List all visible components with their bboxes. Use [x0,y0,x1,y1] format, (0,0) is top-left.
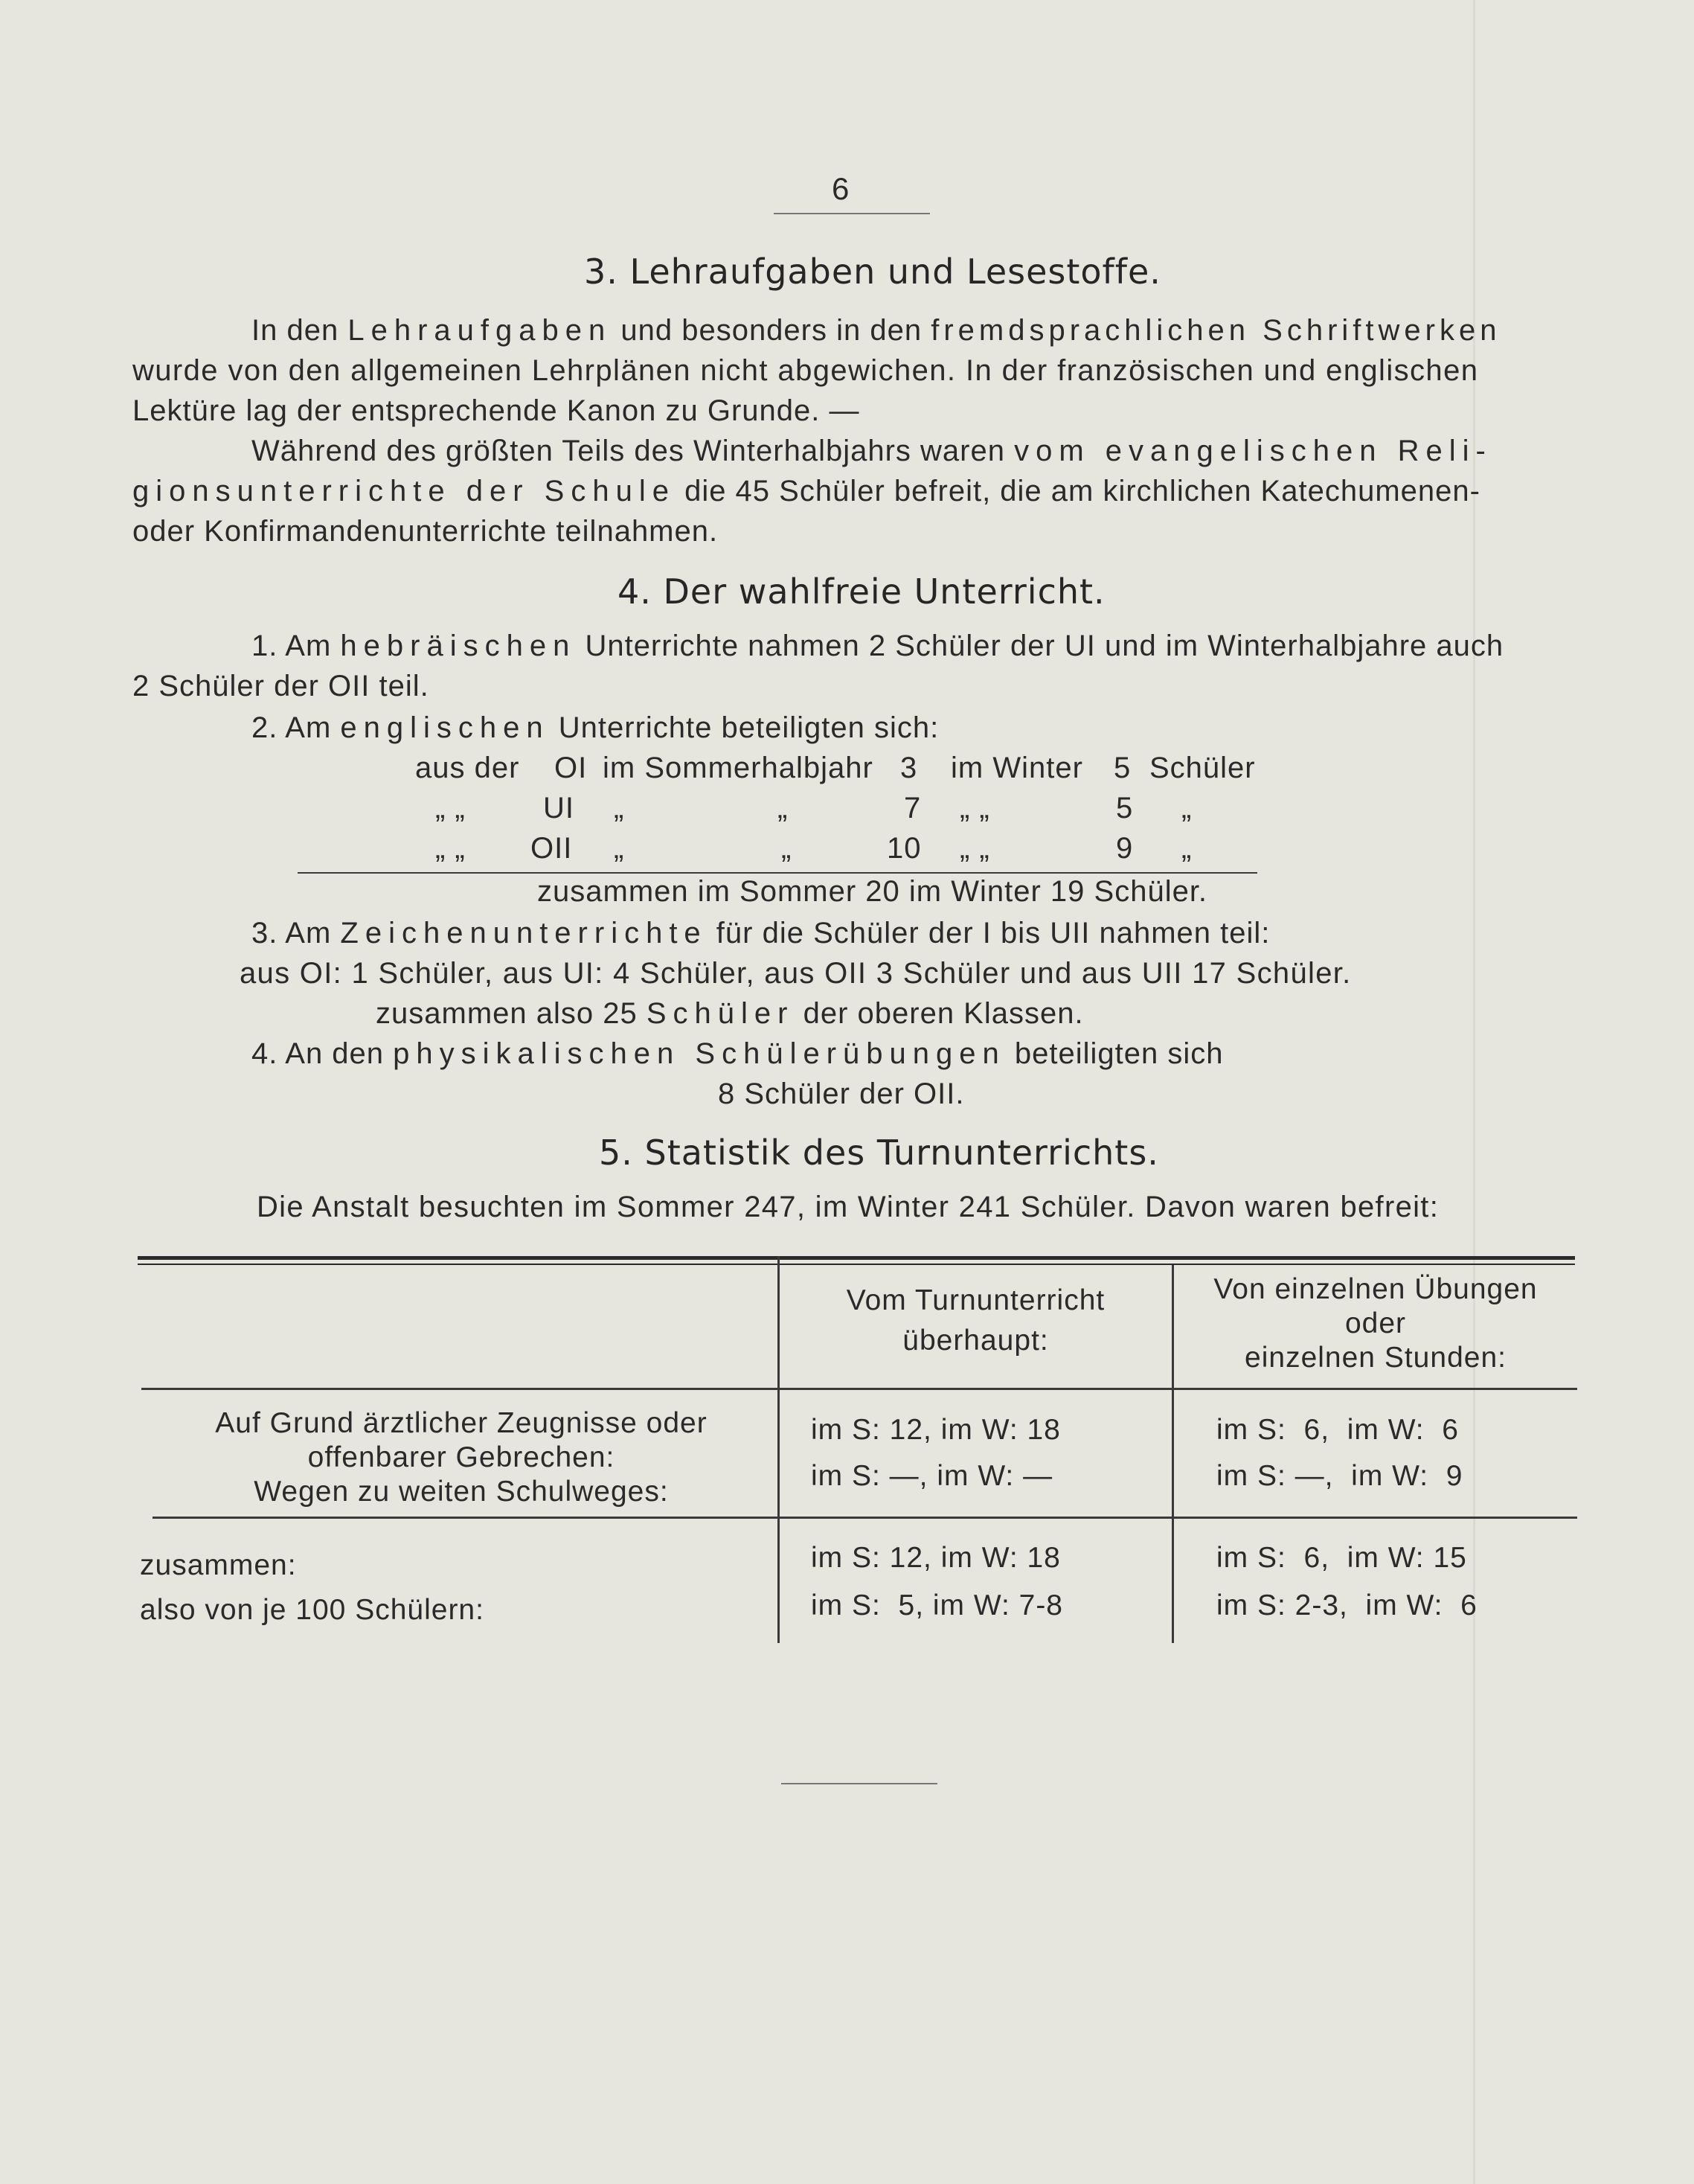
spaced-text-run: Lehraufgaben [347,314,612,347]
english-total: zusammen im Sommer 20 im Winter 19 Schüler. [537,875,1208,908]
row-summer-value: 10 [887,832,922,865]
text-run: Während des größten Teils des Winterhalbjahrs waren [251,435,1015,467]
section-3-paragraph-2-line-2 [132,475,1480,508]
label-line: Wegen zu weiten Schulweges: [254,1476,669,1508]
table-row-label-medical [145,1406,777,1509]
text-run: Unterrichte nahmen 2 Schüler der UI und im Winterhalbjahre auch [576,630,1504,662]
row-ditto: „ [614,832,625,865]
label-line: offenbarer Gebrechen: [307,1441,615,1473]
row-winter-value: 5 [1114,752,1132,784]
table-header-col-1 [780,1284,1172,1357]
table-pct-col2: im S: 2-3, im W: 6 [1216,1589,1478,1621]
row-winter-label: „ „ [960,792,990,824]
text-run: 2. Am [251,711,341,744]
section-4-item-4-line-1 [251,1037,1224,1071]
section-5-heading: 5. Statistik des Turnunterrichts. [599,1133,1159,1173]
section-3-paragraph-1-line-3: Lektüre lag der entsprechende Kanon zu Grunde. — [132,394,860,427]
row-unit: „ [1181,832,1193,865]
row-winter-label: im Winter [951,752,1083,784]
table-top-rule-thin [138,1264,1575,1265]
text-run: In den [251,314,348,347]
row-prefix: aus der [415,752,520,784]
spaced-text-run: hebräischen [340,630,577,662]
page-number-rule [774,213,930,214]
row-summer-value: 3 [900,752,918,784]
english-sum-rule [298,872,1257,874]
table-row2-col1: im S: —, im W: — [811,1460,1053,1492]
section-4-item-2-line-1 [251,711,939,745]
text-run: 4. An den [251,1037,394,1070]
text-run: 3. Am [251,917,341,950]
row-summer-label: „ [777,792,789,824]
table-top-rule-thick [138,1256,1575,1260]
table-header-col-2 [1174,1272,1577,1375]
text-run: Unterrichte beteiligten sich: [549,711,940,744]
table-pct-col1: im S: 5, im W: 7-8 [811,1589,1063,1621]
text-run: für die Schüler der I bis UII nahmen teil: [707,917,1271,950]
table-row1-col1: im S: 12, im W: 18 [811,1414,1061,1446]
page-end-rule [781,1783,937,1784]
page-number: 6 [832,171,850,206]
table-sum-col1: im S: 12, im W: 18 [811,1542,1061,1574]
section-4-item-4-line-2: 8 Schüler der OII. [718,1077,965,1110]
table-sum-col2: im S: 6, im W: 15 [1216,1542,1467,1574]
text-run: die 45 Schüler befreit, die am kirchlichen Katechumenen- [675,475,1480,507]
row-summer-value: 7 [904,792,922,824]
text-run: zusammen also 25 [376,997,647,1030]
table-row1-col2: im S: 6, im W: 6 [1216,1414,1459,1446]
row-prefix: „ „ [435,792,466,824]
spaced-text-run: englischen [340,711,550,744]
section-5-intro: Die Anstalt besuchten im Sommer 247, im Winter 241 Schüler. Davon waren befreit: [257,1191,1440,1223]
table-pct-label: also von je 100 Schülern: [140,1594,484,1626]
row-unit: Schüler [1149,752,1256,784]
table-sum-label: zusammen: [140,1549,297,1581]
row-winter-value: 9 [1116,832,1134,865]
section-3-paragraph-1-line-1 [251,314,1501,348]
spaced-text-run: Schüler [646,997,795,1030]
section-4-heading: 4. Der wahlfreie Unterricht. [617,571,1106,612]
header-line: oder [1344,1307,1407,1339]
header-line: überhaupt: [902,1325,1049,1357]
table-body-rule [153,1517,1577,1519]
header-line: einzelnen Stunden: [1245,1342,1507,1374]
row-summer-label: „ [781,832,792,865]
row-class: UI [543,792,574,824]
header-line: Vom Turnunterricht [846,1284,1106,1316]
section-4-item-1-line-2: 2 Schüler der OII teil. [132,670,429,702]
row-prefix: „ „ [435,832,466,865]
section-4-item-3-line-2: aus OI: 1 Schüler, aus UI: 4 Schüler, aus OII 3 Schüler und aus UII 17 Schüler. [240,957,1352,990]
spaced-text-run: fremdsprachlichen Schriftwerken [931,314,1501,347]
text-run: und besonders in den [612,314,931,347]
row-summer-label: im Sommerhalbjahr [603,752,873,784]
spaced-text-run: vom evangelischen Reli- [1014,435,1492,467]
section-3-heading: 3. Lehraufgaben und Lesestoffe. [584,252,1161,292]
section-3-paragraph-2-line-3: oder Konfirmandenunterrichte teilnahmen. [132,515,719,548]
spaced-text-run: Zeichenunterrichte [340,917,708,950]
header-line: Von einzelnen Übungen [1213,1273,1538,1305]
row-winter-label: „ „ [960,832,990,865]
table-row2-col2: im S: —, im W: 9 [1216,1460,1463,1492]
section-3-paragraph-2-line-1 [251,435,1492,468]
section-4-item-3-line-1 [251,917,1270,950]
section-4-item-3-line-3 [376,997,1084,1031]
text-run: 1. Am [251,630,341,662]
table-header-rule [141,1388,1577,1390]
text-run: beteiligten sich [1005,1037,1224,1070]
row-class: OII [530,832,573,865]
spaced-text-run: gionsunterrichte der Schule [132,475,676,507]
row-unit: „ [1181,792,1193,824]
text-run: der oberen Klassen. [794,997,1084,1030]
spaced-text-run: physikalischen Schülerübungen [393,1037,1006,1070]
section-3-paragraph-1-line-2: wurde von den allgemeinen Lehrplänen nicht abgewichen. In der französischen und englischen [132,354,1479,387]
row-class: OI [554,752,588,784]
row-ditto: „ [614,792,625,824]
section-4-item-1-line-1 [251,630,1504,663]
label-line: Auf Grund ärztlicher Zeugnisse oder [215,1407,708,1439]
row-winter-value: 5 [1116,792,1134,824]
